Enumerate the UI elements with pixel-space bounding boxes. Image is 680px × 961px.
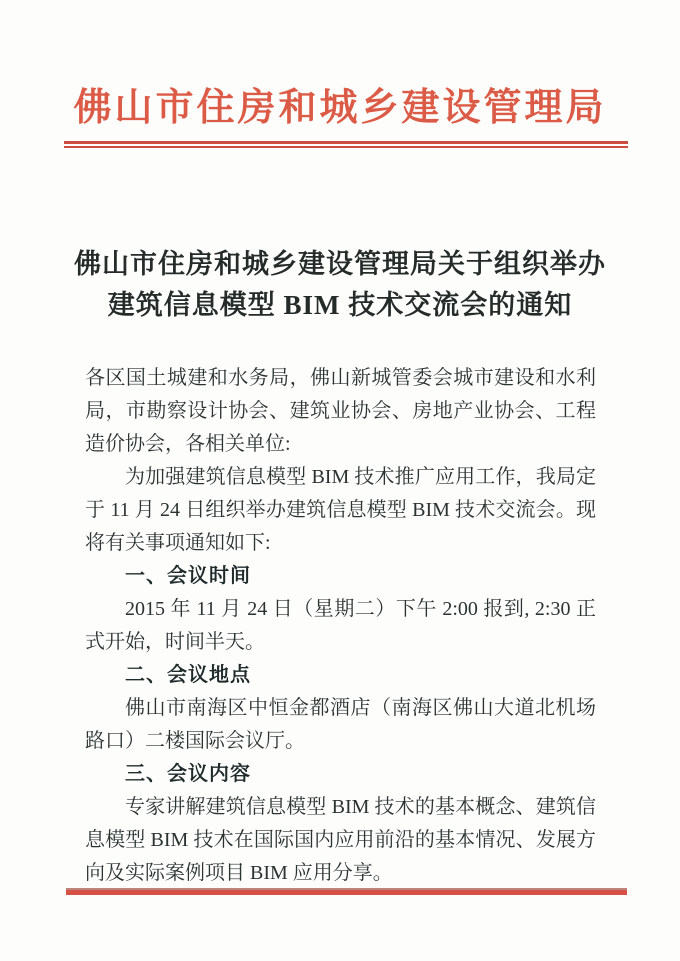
header-divider-thin-line xyxy=(64,146,628,148)
section-2-heading: 二、会议地点 xyxy=(125,664,251,686)
footer-divider-bar xyxy=(66,890,627,895)
document-body xyxy=(85,362,596,890)
header-divider xyxy=(64,141,628,148)
intro-paragraph: 为加强建筑信息模型 BIM 技术推广应用工作，我局定于 11 月 24 日组织举办建筑信息模型 BIM 技术交流会。现将有关事项通知如下: xyxy=(85,466,596,554)
document-title xyxy=(0,244,680,326)
document-title-line-1: 佛山市住房和城乡建设管理局关于组织举办 xyxy=(74,249,606,279)
document-title-line-2: 建筑信息模型 BIM 技术交流会的通知 xyxy=(107,290,573,320)
section-1-heading: 一、会议时间 xyxy=(125,565,251,587)
agency-name: 佛山市住房和城乡建设管理局 xyxy=(73,87,607,129)
section-1-body: 2015 年 11 月 24 日（星期二）下午 2:00 报到, 2:30 正式开始，时间半天。 xyxy=(85,598,596,653)
section-2-body: 佛山市南海区中恒金都酒店（南海区佛山大道北机场路口）二楼国际会议厅。 xyxy=(85,697,596,752)
salutation: 各区国土城建和水务局，佛山新城管委会城市建设和水利局，市勘察设计协会、建筑业协会、房地产业协会、工程造价协会，各相关单位: xyxy=(85,367,596,455)
section-3-heading: 三、会议内容 xyxy=(125,763,251,785)
section-3-body: 专家讲解建筑信息模型 BIM 技术的基本概念、建筑信息模型 BIM 技术在国际国内应用前沿的基本情况、发展方向及实际案例项目 BIM 应用分享。 xyxy=(85,796,596,884)
footer-divider xyxy=(66,888,627,895)
